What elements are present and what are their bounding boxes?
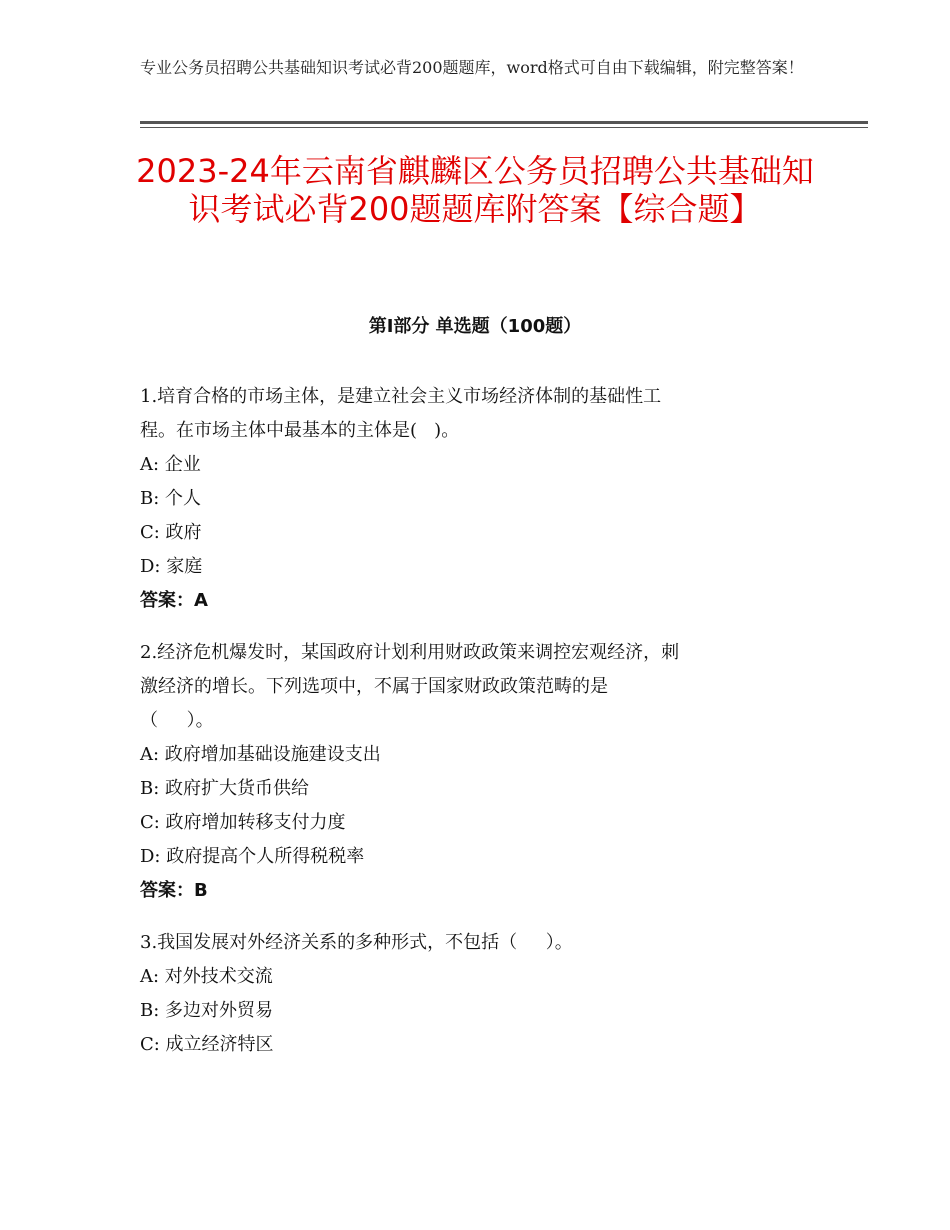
header-divider-thin [140,127,868,128]
document-title: 2023-24年云南省麒麟区公务员招聘公共基础知识考试必背200题题库附答案【综合题】 [136,152,814,228]
answer: 答案：A [140,590,208,611]
option-d: D: 政府提高个人所得税税率 [140,846,365,867]
section-title: 第I部分 单选题（100题） [368,316,582,337]
option-c: C: 成立经济特区 [140,1034,274,1055]
question-stem-line: 3.我国发展对外经济关系的多种形式，不包括（ ）。 [140,932,573,953]
answer: 答案：B [140,880,208,901]
question-3 [140,926,812,1062]
question-1 [140,380,812,618]
question-stem-line: 1.培育合格的市场主体，是建立社会主义市场经济体制的基础性工 [140,386,662,407]
option-d: D: 家庭 [140,556,203,577]
header-note: 专业公务员招聘公共基础知识考试必背200题题库，word格式可自由下载编辑，附完整答案！ [140,58,804,77]
option-a: A: 政府增加基础设施建设支出 [140,744,381,765]
option-a: A: 企业 [140,454,201,475]
question-stem-line: 激经济的增长。下列选项中，不属于国家财政政策范畴的是 [140,676,608,697]
question-stem-line: 2.经济危机爆发时，某国政府计划利用财政政策来调控宏观经济，刺 [140,642,680,663]
option-a: A: 对外技术交流 [140,966,273,987]
question-stem-line: （ ）。 [140,710,214,731]
question-list [140,380,812,1080]
option-c: C: 政府 [140,522,202,543]
option-b: B: 政府扩大货币供给 [140,778,310,799]
question-2 [140,636,812,908]
option-c: C: 政府增加转移支付力度 [140,812,346,833]
question-stem-line: 程。在市场主体中最基本的主体是( )。 [140,420,460,441]
option-b: B: 个人 [140,488,202,509]
option-b: B: 多边对外贸易 [140,1000,274,1021]
header-divider-thick [140,121,868,124]
